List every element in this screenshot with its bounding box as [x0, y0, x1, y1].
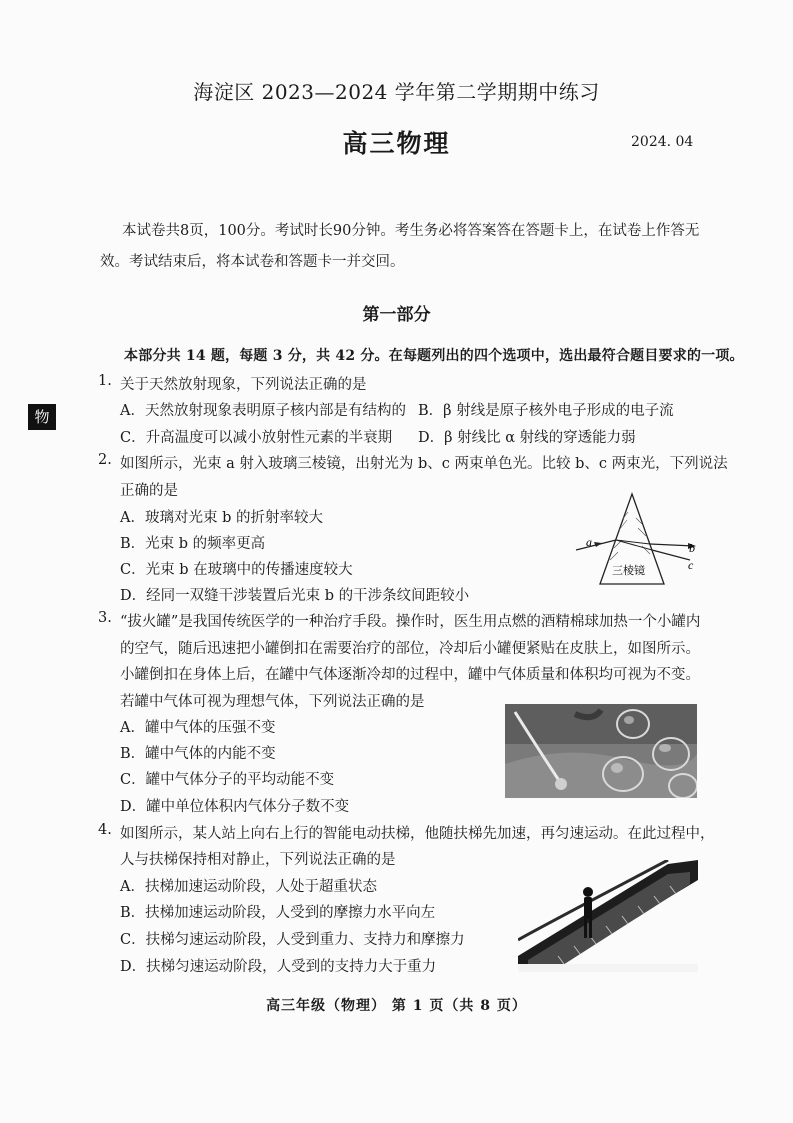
- escalator-photo: [518, 860, 698, 972]
- question-3-option-a: A．罐中气体的压强不变: [120, 720, 276, 736]
- question-2-option-a: A．玻璃对光束 b 的折射率较大: [120, 510, 323, 526]
- subject-side-tab: 物: [28, 404, 56, 430]
- intro-line-2: 效。考试结束后，将本试卷和答题卡一并交回。: [100, 254, 405, 270]
- cupping-photo: [505, 704, 697, 798]
- part-instruction: 本部分共 14 题，每题 3 分，共 42 分。在每题列出的四个选项中，选出最符合题目要求的一项。: [124, 348, 744, 364]
- question-2-stem-line-1: 如图所示，光束 a 射入玻璃三棱镜，出射光为 b、c 两束单色光。比较 b、c 两束光，下列说法: [120, 456, 728, 472]
- question-1-option-d: D．β 射线比 α 射线的穿透能力弱: [418, 430, 636, 446]
- question-3-stem-line-4: 若罐中气体可视为理想气体，下列说法正确的是: [120, 694, 425, 710]
- refracted-ray-c: [616, 540, 652, 550]
- part-title: 第一部分: [362, 305, 431, 325]
- intro-text: [100, 216, 702, 278]
- question-4-number: 4.: [98, 822, 112, 838]
- ray-a-arrow: [594, 542, 602, 547]
- question-2-option-c: C．光束 b 在玻璃中的传播速度较大: [120, 562, 353, 578]
- question-4-option-c: C．扶梯匀速运动阶段，人受到重力、支持力和摩擦力: [120, 932, 465, 948]
- question-1-option-a: A．天然放射现象表明原子核内部是有结构的: [120, 403, 406, 419]
- ray-label-c: c: [688, 558, 694, 572]
- ray-label-a: a: [586, 535, 592, 549]
- question-2-option-b: B．光束 b 的频率更高: [120, 536, 266, 552]
- question-4-option-b: B．扶梯加速运动阶段，人受到的摩擦力水平向左: [120, 905, 436, 921]
- page-footer: 高三年级（物理） 第 1 页（共 8 页）: [266, 998, 527, 1014]
- intro-line-1: 本试卷共8页，100分。考试时长90分钟。考生务必将答案答在答题卡上，在试卷上作答无: [122, 223, 700, 239]
- question-3-option-c: C．罐中气体分子的平均动能不变: [120, 772, 335, 788]
- question-4-option-d: D．扶梯匀速运动阶段，人受到的支持力大于重力: [120, 959, 437, 975]
- exit-ray-c: [652, 550, 690, 560]
- exam-date: 2024. 04: [631, 134, 694, 150]
- question-4-stem-line-2: 人与扶梯保持相对静止，下列说法正确的是: [120, 852, 396, 868]
- question-1-number: 1.: [98, 373, 112, 389]
- exit-ray-b: [650, 544, 694, 546]
- question-1-option-c: C．升高温度可以减小放射性元素的半衰期: [120, 430, 393, 446]
- question-2-stem-line-2: 正确的是: [120, 483, 178, 499]
- question-2-option-d: D．经同一双缝干涉装置后光束 b 的干涉条纹间距较小: [120, 588, 470, 604]
- ray-label-b: b: [689, 541, 695, 555]
- cotton-ball: [555, 778, 567, 790]
- question-3-number: 3.: [98, 610, 112, 626]
- question-3-stem-line-3: 小罐倒扣在身体上后，在罐中气体逐渐冷却的过程中，罐中气体质量和体积均可视为不变。: [120, 667, 700, 683]
- prism-label: 三棱镜: [612, 564, 645, 577]
- prism-hatch: [610, 512, 650, 560]
- question-3-option-b: B．罐中气体的内能不变: [120, 746, 276, 762]
- question-4-option-a: A．扶梯加速运动阶段，人处于超重状态: [120, 879, 377, 895]
- refracted-ray-b: [616, 540, 650, 544]
- question-3-option-d: D．罐中单位体积内气体分子数不变: [120, 799, 350, 815]
- question-2-number: 2.: [98, 452, 112, 468]
- question-1-stem: 关于天然放射现象，下列说法正确的是: [120, 377, 367, 393]
- question-3-stem-line-2: 的空气，随后迅速把小罐倒扣在需要治疗的部位，冷却后小罐便紧贴在皮肤上，如图所示。: [120, 641, 700, 657]
- question-1-option-b: B．β 射线是原子核外电子形成的电子流: [418, 403, 674, 419]
- question-3-stem-line-1: “拔火罐”是我国传统医学的一种治疗手段。操作时，医生用点燃的酒精棉球加热一个小罐内: [120, 614, 701, 630]
- question-4-stem-line-1: 如图所示，某人站上向右上行的智能电动扶梯，他随扶梯先加速，再匀速运动。在此过程中，: [120, 826, 715, 842]
- exam-title: 海淀区 2023—2024 学年第二学期期中练习: [193, 80, 600, 104]
- prism-diagram: [572, 490, 706, 594]
- subject-title: 高三物理: [342, 129, 451, 158]
